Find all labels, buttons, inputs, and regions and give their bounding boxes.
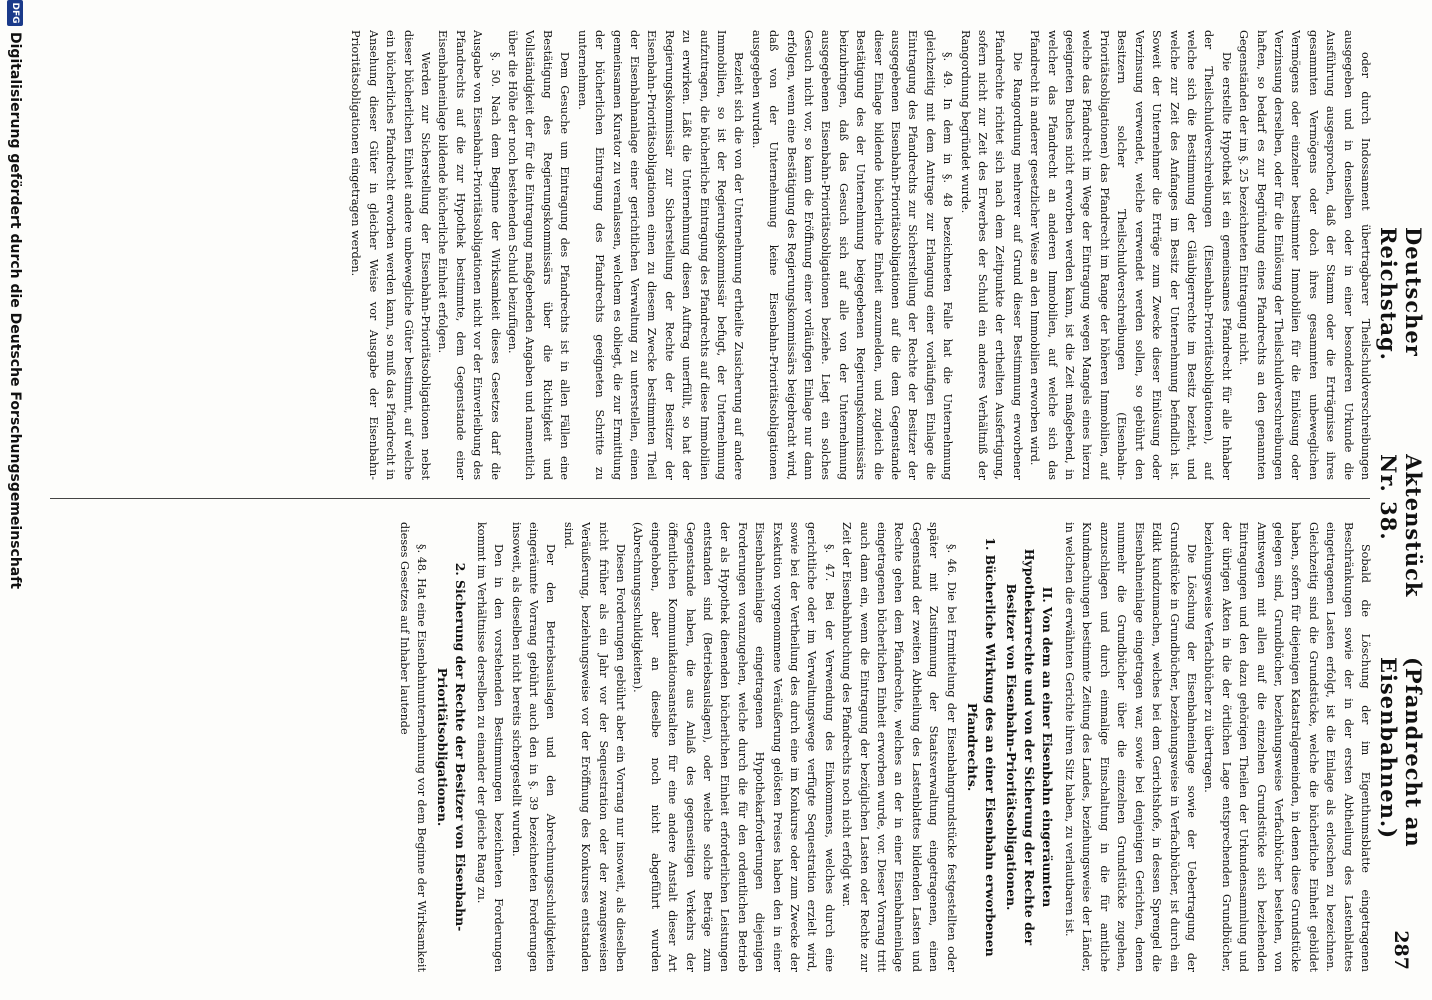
paragraph: §. 49. In dem in §. 48 bezeichneten Falle hat die Unternehmung gleichzeitig mit dem Antrage zur Erlangung einer vorläufigen Einlage die Eintragung des Pfandrechts zur Sicherstellung der Rechte der Besitzer der ausgegebenen Eisenbahn-Prioritätsobligationen auf die dem Gegenstande dieser Einlage bildende bücherliche Einheit anzumelden, und zugleich die Bestätigung des der Unternehmung beigegebenen Regierungskommissärs beizubringen, daß das Gesuch sich auf alle von der Unternehmung ausgegebenen Eisenbahn-Prioritätsobligationen beziehe. Liegt ein solches Gesuch nicht vor, so kann die Eröffnung einer vorläufigen Einlage nur dann erfolgen, wenn eine Bestätigung des Regierungskommissärs beigebracht wird, daß von der Unternehmung keine Eisenbahn-Prioritätsobligationen ausgegeben wurden. — [749, 30, 955, 480]
paragraph: Sobald die Löschung der im Eigenthumsblatte eingetragenen Beschränkungen sowie der in der ersten Abtheilung des Lastenblattes eingetragenen Lasten erfolgt, ist die Einlage als erloschen zu bezeichnen. Gleichzeitig sind die Grundstücke, welche die bücherliche Einheit gebildet haben, sofern für diejenigen Katastralgemeinden, in denen diese Grundstücke gelegen sind, Grundbücher, beziehungsweise Verfachbücher bestehen, von Amtswegen mit allen auf die einzelnen Grundstücke sich beziehenden Eintragungen und den dazu gehörigen Theilen der Urkundensammlung und der übrigen Akten in die der örtlichen Lage entsprechenden Grundbücher, beziehungsweise Verfachbücher zu übertragen. — [1202, 522, 1372, 972]
paragraph: Werden zur Sicherstellung der Eisenbahn-Prioritätsobligationen nebst dieser bücherlichen Einheit andere unbewegliche Güter bestimmt, auf welche ein bücherliches Pfandrecht erworben werden kann, so muß das Pfandrecht in Ansehung dieser Güter in gleicher Weise vor Ausgabe der Eisenbahn-Prioritätsobligationen eingetragen werden. — [349, 30, 433, 480]
paragraph: Die Rangordnung mehrerer auf Grund dieser Bestimmung erworbener Pfandrechte richtet sich nach dem Zeitpunkte der ertheilten Ausfertigung, sofern nicht zur Zeit des Erwerbes der Schuld ein anderes Verhältniß der Rangordnung begründet wurde. — [958, 30, 1024, 480]
paragraph: Die erstellte Hypothek ist ein gemeinsames Pfandrecht für alle Inhaber der Theilschuldverschreibungen (Eisenbahn-Prioritätsobligationen), auf welche sich die Bestimmung der Gläubigerrechte im Besitz bezieht, und welche zur Zeit des Anfanges im Besitz der Unternehmung befindlich ist. Soweit der Unternehmer die Erträge zum Zwecke dieser Einlösung oder Verzinsung verwendet, welche verwendet werden sollen, so gebührt den Besitzern solcher Theilschuldverschreibungen (Eisenbahn-Prioritätsobligationen) das Pfandrecht im Range der höheren Immobilien, auf welche das Pfandrecht im Wege der Eintragung wegen Mangels eines hierzu geeigneten Buches nicht erworben werden kann, ist die Zeit maßgebend, in welcher das Pfandrecht an anderen Immobilien, auf welche sich das Pfandrecht in anderer gesetzlicher Weise an den Immobilien erworben wird. — [1028, 30, 1233, 480]
subsection-heading: 1. Bücherliche Wirkung des an einer Eisenbahn erworbenen Pfandrechts. — [964, 537, 998, 957]
document-subject: (Pfandrecht an Eisenbahnen.) — [1376, 656, 1426, 848]
right-column — [34, 522, 1374, 972]
paragraph: §. 50. Nach dem Beginne der Wirksamkeit dieses Gesetzes darf die Ausgabe von Eisenbahn-Prioritätsobligationen nicht vor der Einverleibung des Pfandrechts auf die zur Hypothek bestimmte, dem Gegenstande einer Eisenbahneinlage bildende bücherliche Einheit erfolgen. — [436, 30, 502, 480]
paragraph: §. 48. Hat eine Eisenbahnunternehmung vor dem Beginne der Wirksamkeit dieses Gesetzes auf Inhaber lautende — [397, 522, 429, 972]
subsection-heading: 2. Sicherung der Rechte der Besitzer von Eisenbahn-Prioritätsobligationen. — [435, 562, 469, 932]
section-heading: II. Von dem an einer Eisenbahn eingeräumten Hypothekarrechte und von der Sicherung der Rechte der Besitzer von Eisenbahn-Prioritätsobligationen. — [1003, 548, 1055, 946]
dfg-logo: DFG — [7, 0, 23, 26]
paragraph: Bezieht sich die von der Unternehmung ertheilte Zusicherung auf andere Immobilien, so ist der Regierungskommissär befugt, der Unternehmung aufzutragen, die bücherliche Eintragung des Pfandrechts auf diese Immobilien zu erwirken. Läßt die Unternehmung diesen Auftrag unerfüllt, so hat der Regierungskommissär zur Sicherstellung der Rechte der Besitzer der Eisenbahn-Prioritätsobligationen einen zu diesem Zwecke bestimmten Theil der Eisenbahnanlage einer gerichtlichen Verwaltung zu unterstellen, einen gemeinsamen Kurator zu veranlassen, welchem es obliegt, die zur Ermittlung der bücherlichen Eintragung des Pfandrechts geeigneten Schritte zu unternehmen. — [575, 30, 746, 480]
digitization-footer — [0, 0, 28, 1000]
digitization-credit: Digitalisierung gefördert durch die Deutsche Forschungsgemeinschaft — [7, 32, 23, 590]
page-number: 287 — [1390, 930, 1412, 970]
paragraph: Dem Gesuche um Eintragung des Pfandrechts ist in allen Fällen eine Bestätigung des Regierungskommissärs über die Richtigkeit und Vollständigkeit der für die Eintragung maßgebenden Angaben und namentlich über die Höhe der noch bestehenden Schuld beizufügen. — [506, 30, 572, 480]
column-divider — [50, 498, 1370, 499]
paragraph: Die Löschung der Eisenbahneinlage sowie der Uebertragung der Grundstücke in Grundbücher, beziehungsweise in Verfachbücher, ist durch ein Edikt kundzumachen, welches bei dem Gerichtshofe, in dessen Sprengel die Eisenbahneinlage eingetragen war, sowie bei denjenigen Gerichten, denen nunmehr die Grundbücher über die einzelnen Grundstücke zugehen, anzuschlagen und durch einmalige Einschaltung in die für amtliche Kundmachungen bestimmte Zeitung des Landes, beziehungsweise der Länder, in welchen die erwähnten Gerichte ihren Sitz haben, zu verlautbaren ist. — [1063, 522, 1198, 972]
paragraph: Den in den vorstehenden Bestimmungen bezeichneten Forderungen kommt im Verhältnisse derselben zu einander der gleiche Rang zu. — [474, 522, 506, 972]
document-number: Aktenstück Nr. 38. — [1376, 454, 1426, 598]
paragraph: §. 47. Bei der Verwendung des Einkommens, welches durch eine gerichtliche oder im Verwaltungswege verfügte Sequestration erzielt wird, sowie bei der Vertheilung des durch eine im Konkurse oder zum Zwecke der Exekution vorgenommene Veräußerung gelösten Preises haben den in einer Eisenbahneinlage eingetragenen Hypothekarforderungen diejenigen Forderungen voranzugehen, welche durch die für den ordentlichen Betrieb der als Hypothek dienenden bücherlichen Einheit erforderlichen Leistungen entstanden sind (Betriebsauslagen), oder welche solche Beträge zum Gegenstande haben, die aus Anlaß des gegenseitigen Verkehrs der öffentlichen Kommunikationsanstalten für eine andere Anstalt dieser Art eingehoben, aber an dieselbe noch nicht abgeführt wurden (Abrechnungsschuldigkeiten). — [631, 522, 836, 972]
paragraph: oder durch Indossament übertragbarer Theilschuldverschreibungen ausgegeben und in denselben oder in einer besonderen Urkunde die Ausführung ausgesprochen, daß der Stamm oder die Erträgnisse ihres gesammten Vermögens oder doch ihres gesammten unbeweglichen Vermögens oder einzelner bestimmter Immobilien für die Einlösung oder Verzinsung derselben, oder für die Einlösung der Theilschuldverschreibungen haften, so bedarf es zur Begründung eines Pfandrechts an den genannten Gegenständen der im §. 25 bezeichneten Eintragung nicht. — [1237, 30, 1372, 480]
paragraph: Diesen Forderungen gebührt aber ein Vorrang nur insoweit, als dieselben nicht früher als ein Jahr vor der Sequestration oder der zwangsweisen Veräußerung, beziehungsweise vor der Eröffnung des Konkurses entstanden sind. — [561, 522, 627, 972]
left-column — [34, 30, 1374, 480]
paragraph: Der den Betriebsauslagen und den Abrechnungsschuldigkeiten eingeräumte Vorrang gebührt auch den in §. 39 bezeichneten Forderungen insoweit, als dieselben nicht bereits sichergestellt wurden. — [509, 522, 558, 972]
publication-title: Deutscher Reichstag. — [1376, 227, 1426, 361]
page-header — [1378, 22, 1424, 978]
paragraph: §. 46. Die bei Ermittelung der Eisenbahngrundstücke festgestellten oder später mit Zustimmung der Staatsverwaltung eingetragenen, einen Gegenstand der zweiten Abtheilung des Lastenblattes bildenden Lasten und Rechte gehen dem Pfandrechte, welches an der in einer Eisenbahneinlage eingetragenen bücherlichen Einheit erworben wurde, vor. Dieser Vorrang tritt auch dann ein, wenn die Eintragung der bezüglichen Lasten oder Rechte zur Zeit der Eisenbahnbuchung des Pfandrechts noch nicht erfolgt war. — [840, 522, 958, 972]
